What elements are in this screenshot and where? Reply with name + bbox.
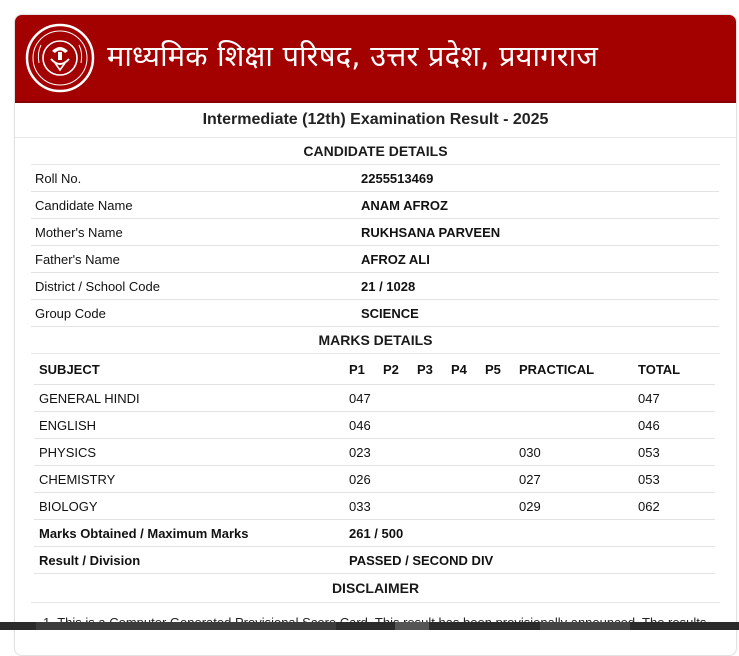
marks-obtained-label: Marks Obtained / Maximum Marks xyxy=(34,520,349,547)
p4-cell xyxy=(451,439,485,466)
up-govt-emblem-icon xyxy=(25,23,95,93)
table-row xyxy=(34,385,715,412)
table-row xyxy=(31,273,719,300)
marks-section-title: MARKS DETAILS xyxy=(31,327,720,354)
practical-cell: 027 xyxy=(519,466,638,493)
p2-cell xyxy=(383,385,417,412)
table-row xyxy=(31,219,719,246)
taskbar-item[interactable] xyxy=(395,622,429,630)
p3-cell xyxy=(417,493,451,520)
p5-cell xyxy=(485,385,519,412)
p3-cell xyxy=(417,439,451,466)
p3-cell xyxy=(417,385,451,412)
result-row xyxy=(34,547,715,574)
subject-cell: GENERAL HINDI xyxy=(34,385,349,412)
p5-cell xyxy=(485,412,519,439)
result-value: PASSED / SECOND DIV xyxy=(349,547,715,574)
col-p5: P5 xyxy=(485,354,519,385)
group-code-value: SCIENCE xyxy=(361,300,719,327)
header-banner xyxy=(15,15,736,103)
practical-cell: 029 xyxy=(519,493,638,520)
practical-cell xyxy=(519,412,638,439)
marks-table xyxy=(34,354,715,574)
subject-cell: PHYSICS xyxy=(34,439,349,466)
table-row xyxy=(34,466,715,493)
father-name-label: Father's Name xyxy=(31,246,361,273)
table-row xyxy=(31,246,719,273)
total-cell: 047 xyxy=(638,385,715,412)
total-cell: 053 xyxy=(638,466,715,493)
col-p3: P3 xyxy=(417,354,451,385)
result-label: Result / Division xyxy=(34,547,349,574)
table-row xyxy=(34,412,715,439)
p4-cell xyxy=(451,385,485,412)
marks-header-row xyxy=(34,354,715,385)
roll-no-label: Roll No. xyxy=(31,165,361,192)
table-row xyxy=(31,192,719,219)
disclaimer-section-title: DISCLAIMER xyxy=(31,574,720,603)
subject-cell: BIOLOGY xyxy=(34,493,349,520)
table-row xyxy=(31,300,719,327)
mother-name-label: Mother's Name xyxy=(31,219,361,246)
result-card xyxy=(14,14,737,656)
candidate-name-value: ANAM AFROZ xyxy=(361,192,719,219)
candidate-table xyxy=(31,165,719,327)
page-title: Intermediate (12th) Examination Result - 2025 xyxy=(15,103,736,138)
p2-cell xyxy=(383,439,417,466)
p3-cell xyxy=(417,412,451,439)
p4-cell xyxy=(451,412,485,439)
roll-no-value: 2255513469 xyxy=(361,165,719,192)
practical-cell xyxy=(519,385,638,412)
col-practical: PRACTICAL xyxy=(519,354,638,385)
marks-obtained-value: 261 / 500 xyxy=(349,520,715,547)
p1-cell: 046 xyxy=(349,412,383,439)
p2-cell xyxy=(383,493,417,520)
p2-cell xyxy=(383,466,417,493)
father-name-value: AFROZ ALI xyxy=(361,246,719,273)
col-p2: P2 xyxy=(383,354,417,385)
district-school-value: 21 / 1028 xyxy=(361,273,719,300)
p1-cell: 033 xyxy=(349,493,383,520)
district-school-label: District / School Code xyxy=(31,273,361,300)
p1-cell: 047 xyxy=(349,385,383,412)
board-name: माध्यमिक शिक्षा परिषद, उत्तर प्रदेश, प्रयागराज xyxy=(107,38,599,73)
candidate-section-title: CANDIDATE DETAILS xyxy=(31,138,720,165)
group-code-label: Group Code xyxy=(31,300,361,327)
subject-cell: CHEMISTRY xyxy=(34,466,349,493)
p5-cell xyxy=(485,493,519,520)
taskbar xyxy=(0,622,739,630)
table-row xyxy=(31,165,719,192)
col-subject: SUBJECT xyxy=(34,354,349,385)
p4-cell xyxy=(451,466,485,493)
p1-cell: 023 xyxy=(349,439,383,466)
total-cell: 062 xyxy=(638,493,715,520)
table-row xyxy=(34,439,715,466)
table-row xyxy=(34,493,715,520)
taskbar-item[interactable] xyxy=(540,622,630,630)
col-p1: P1 xyxy=(349,354,383,385)
p5-cell xyxy=(485,439,519,466)
col-total: TOTAL xyxy=(638,354,715,385)
taskbar-item[interactable] xyxy=(36,622,336,630)
col-p4: P4 xyxy=(451,354,485,385)
total-cell: 053 xyxy=(638,439,715,466)
mother-name-value: RUKHSANA PARVEEN xyxy=(361,219,719,246)
p4-cell xyxy=(451,493,485,520)
total-cell: 046 xyxy=(638,412,715,439)
p2-cell xyxy=(383,412,417,439)
marks-obtained-row xyxy=(34,520,715,547)
p1-cell: 026 xyxy=(349,466,383,493)
p5-cell xyxy=(485,466,519,493)
candidate-name-label: Candidate Name xyxy=(31,192,361,219)
practical-cell: 030 xyxy=(519,439,638,466)
subject-cell: ENGLISH xyxy=(34,412,349,439)
p3-cell xyxy=(417,466,451,493)
